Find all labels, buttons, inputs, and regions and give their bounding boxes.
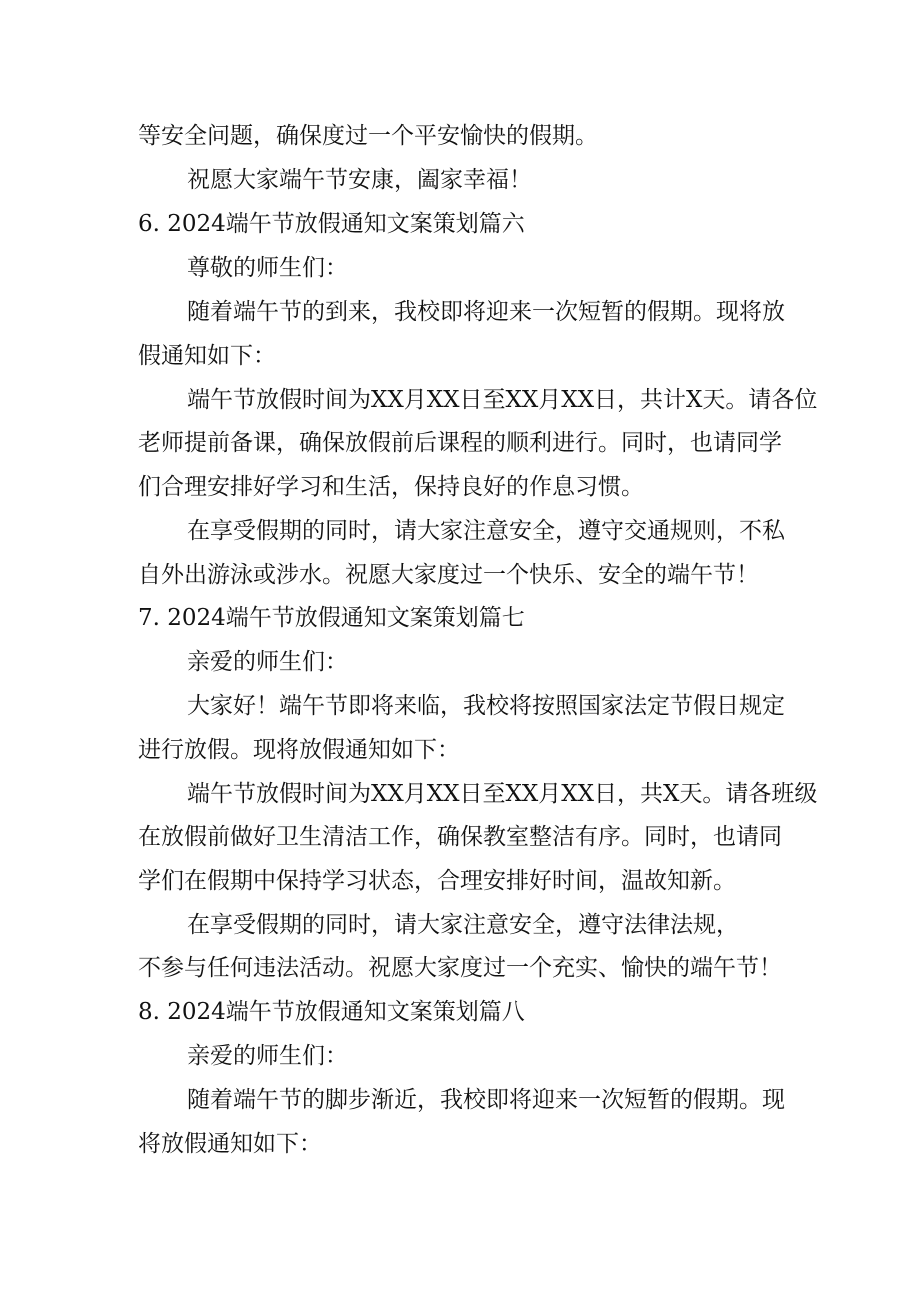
paragraph-line: 在享受假期的同时，请大家注意安全，遵守交通规则，不私: [187, 518, 785, 544]
salutation: 亲爱的师生们：: [187, 649, 348, 675]
paragraph-line: 随着端午节的到来，我校即将迎来一次短暂的假期。现将放: [187, 299, 785, 325]
section-heading-8: 8. 2024端午节放假通知文案策划篇八: [138, 999, 525, 1025]
section-heading-6: 6. 2024端午节放假通知文案策划篇六: [138, 211, 525, 237]
paragraph-line: 自外出游泳或涉水。祝愿大家度过一个快乐、安全的端午节！: [138, 562, 759, 588]
salutation: 尊敬的师生们：: [187, 255, 348, 281]
paragraph-line: 们合理安排好学习和生活，保持良好的作息习惯。: [138, 474, 644, 500]
section-heading-7: 7. 2024端午节放假通知文案策划篇七: [138, 605, 525, 631]
paragraph-line: 在放假前做好卫生清洁工作，确保教室整洁有序。同时，也请同: [138, 824, 782, 850]
paragraph-line: 学们在假期中保持学习状态，合理安排好时间，温故知新。: [138, 868, 736, 894]
paragraph-line: 不参与任何违法活动。祝愿大家度过一个充实、愉快的端午节！: [138, 955, 782, 981]
paragraph-line: 随着端午节的脚步渐近，我校即将迎来一次短暂的假期。现: [187, 1087, 785, 1113]
paragraph-line: 将放假通知如下：: [138, 1131, 322, 1157]
paragraph-line: 等安全问题，确保度过一个平安愉快的假期。: [138, 123, 598, 149]
paragraph-line: 假通知如下：: [138, 343, 276, 369]
paragraph-line: 老师提前备课，确保放假前后课程的顺利进行。同时，也请同学: [138, 430, 782, 456]
paragraph-line: 大家好！端午节即将来临，我校将按照国家法定节假日规定: [187, 693, 785, 719]
paragraph-line: 在享受假期的同时，请大家注意安全，遵守法律法规，: [187, 912, 739, 938]
paragraph-line: 端午节放假时间为XX月XX日至XX月XX日，共计X天。请各位: [187, 387, 818, 413]
closing-wish: 祝愿大家端午节安康，阖家幸福！: [187, 167, 532, 193]
paragraph-line: 端午节放假时间为XX月XX日至XX月XX日，共X天。请各班级: [187, 781, 818, 807]
paragraph-line: 进行放假。现将放假通知如下：: [138, 737, 460, 763]
salutation: 亲爱的师生们：: [187, 1043, 348, 1069]
